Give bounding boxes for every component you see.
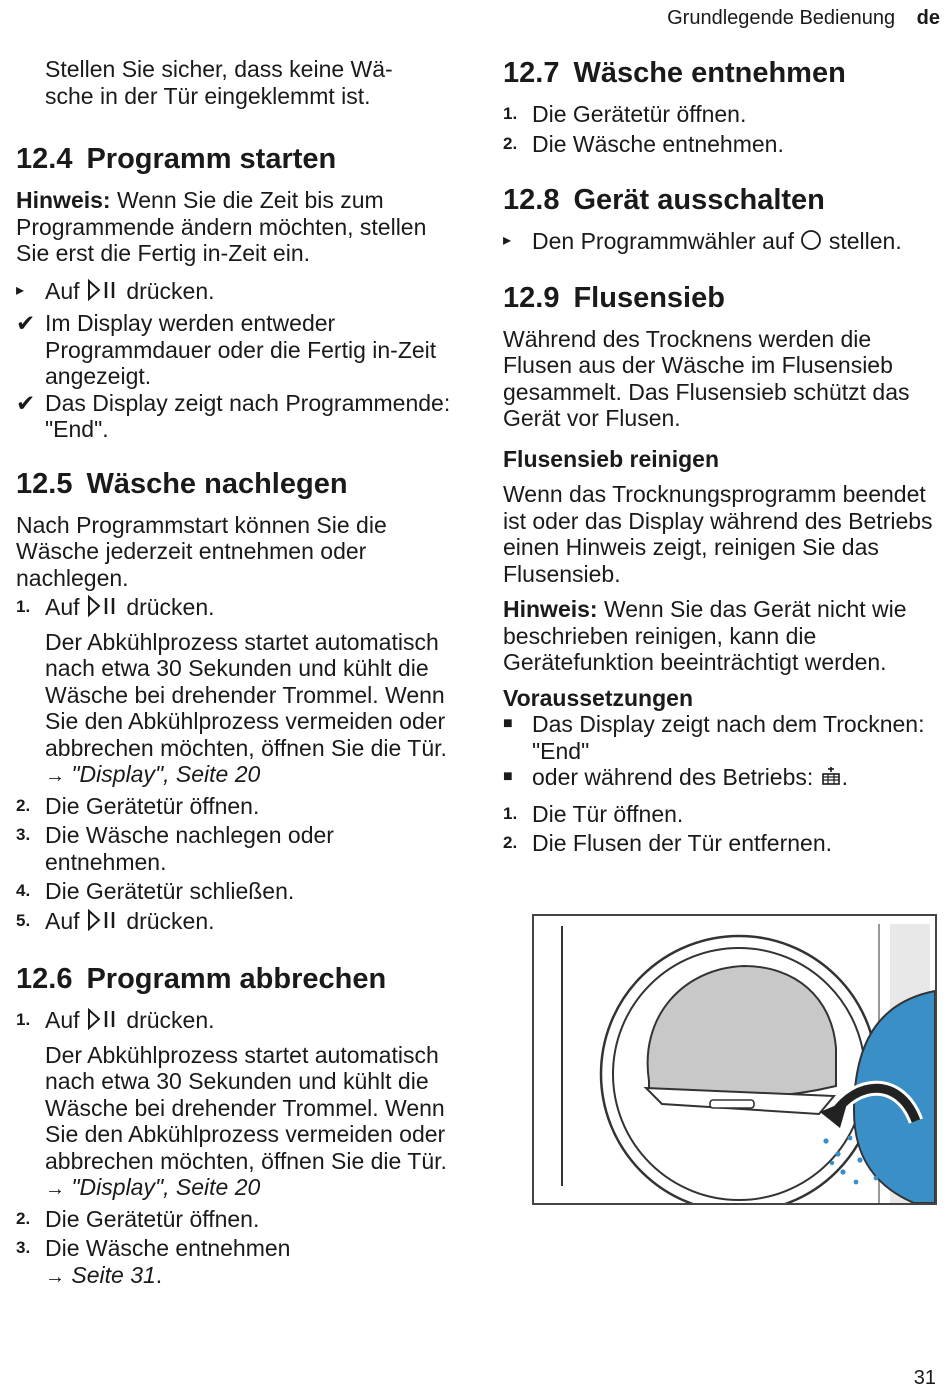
list-item: 3. Die Wäsche entnehmen → Seite 31. bbox=[16, 1235, 291, 1288]
steps-12-4 bbox=[16, 278, 456, 443]
steps-12-6 bbox=[16, 1007, 456, 1290]
list-item: 3. Die Wäsche nachlegen oder entnehmen. bbox=[16, 822, 334, 875]
instruction-marker: ▸ bbox=[503, 232, 512, 249]
check-icon: ✔ bbox=[16, 310, 36, 336]
heading-12-6: 12.6 Programm abbrechen bbox=[16, 963, 387, 995]
steps-12-8 bbox=[503, 228, 940, 255]
left-column bbox=[16, 56, 456, 1290]
language-tag: de bbox=[916, 7, 940, 29]
list-item: 1. Die Gerätetür öffnen. bbox=[503, 101, 747, 127]
list-item: 2. Die Flusen der Tür entfernen. bbox=[503, 830, 833, 856]
list-item: 5. Auf drücken. bbox=[16, 907, 215, 934]
dryer-door-drawing bbox=[534, 916, 935, 1203]
lint-filter-illustration bbox=[532, 914, 937, 1205]
subheading-flusensieb-reinigen: Flusensieb reinigen bbox=[503, 445, 719, 472]
list-item: 2. Die Gerätetür öffnen. bbox=[16, 1205, 260, 1232]
start-pause-icon bbox=[86, 909, 120, 931]
cross-reference-link[interactable]: → "Display", Seite 20 bbox=[45, 1174, 261, 1200]
list-item: 1. Die Tür öffnen. bbox=[503, 800, 684, 827]
off-position-icon bbox=[800, 229, 822, 251]
list-item: 2. Die Gerätetür öffnen. bbox=[16, 792, 260, 819]
heading-12-8: 12.8 Gerät ausschalten bbox=[503, 184, 825, 216]
list-item: 1. Auf drücken. bbox=[16, 594, 215, 620]
subheading-voraussetzungen: Voraussetzungen bbox=[503, 684, 693, 711]
intro-12-5: Nach Programmstart können Sie die Wäsche jederzeit entnehmen oder nachlegen. bbox=[16, 511, 387, 591]
page-number: 31 bbox=[913, 1367, 936, 1389]
cross-reference-link[interactable]: → "Display", Seite 20 bbox=[45, 761, 261, 787]
step-detail: Der Abkühlprozess startet automatisch nach etwa 30 Sekunden und kühlt die Wäsche bei drehender Trommel. Wenn Sie den Abkühlprozess vermeiden oder abbrechen möchten, öffnen Sie die Tür. → "Display", Seite 20 bbox=[45, 628, 447, 787]
steps-12-9 bbox=[503, 801, 940, 857]
heading-12-7: 12.7 Wäsche entnehmen bbox=[503, 57, 846, 89]
steps-12-7 bbox=[503, 101, 940, 157]
square-bullet: ■ bbox=[503, 768, 513, 785]
instruction-marker: ▸ bbox=[16, 281, 25, 299]
step-detail: Der Abkühlprozess startet automatisch nach etwa 30 Sekunden und kühlt die Wäsche bei drehender Trommel. Wenn Sie den Abkühlprozess vermeiden oder abbrechen möchten, öffnen Sie die Tür. → "Display", Seite 20 bbox=[45, 1041, 447, 1200]
page-header bbox=[667, 7, 940, 30]
prereq-item: ■ oder während des Betriebs: . bbox=[503, 764, 849, 790]
start-pause-icon bbox=[86, 595, 120, 617]
start-pause-icon bbox=[86, 279, 120, 301]
steps-12-5 bbox=[16, 594, 456, 934]
instruction-step: ▸ Den Programmwähler auf stellen. bbox=[503, 228, 902, 254]
start-pause-icon bbox=[86, 1008, 120, 1030]
prerequisites-list bbox=[503, 711, 940, 791]
heading-12-5: 12.5 Wäsche nachlegen bbox=[16, 467, 348, 500]
list-item: 2. Die Wäsche entnehmen. bbox=[503, 130, 784, 157]
heading-12-4: 12.4 Programm starten bbox=[16, 143, 337, 175]
list-item: 4. Die Gerätetür schließen. bbox=[16, 878, 295, 904]
heading-12-9: 12.9 Flusensieb bbox=[503, 281, 725, 314]
prereq-item: ■ Das Display zeigt nach dem Trocknen: "End" bbox=[503, 711, 925, 764]
result-item: ✔ Das Display zeigt nach Programmende: "End". bbox=[16, 389, 451, 442]
para-flusensieb: Wenn das Trocknungsprogramm beendet ist oder das Display während des Betriebs einen Hinweis zeigt, reinigen Sie das Flusensieb. bbox=[503, 481, 933, 587]
instruction-step: ▸ Auf drücken. bbox=[16, 277, 215, 304]
square-bullet: ■ bbox=[503, 715, 513, 732]
note-12-9: Hinweis: Wenn Sie das Gerät nicht wie beschrieben reinigen, kann die Gerätefunktion beeinträchtigt werden. bbox=[503, 596, 907, 675]
section-title: Grundlegende Bedienung bbox=[667, 7, 896, 29]
check-icon: ✔ bbox=[16, 389, 36, 416]
intro-text: Stellen Sie sicher, dass keine Wä- sche in der Tür eingeklemmt ist. bbox=[45, 56, 393, 109]
cross-reference-link[interactable]: → Seite 31 bbox=[45, 1261, 156, 1288]
result-item: ✔ Im Display werden entweder Programmdauer oder die Fertig in-Zeit angezeigt. bbox=[16, 310, 437, 389]
note-12-4: Hinweis: Wenn Sie die Zeit bis zum Programmende ändern möchten, stellen Sie erst die Fertig in-Zeit ein. bbox=[16, 187, 427, 266]
list-item: 1. Auf drücken. bbox=[16, 1007, 215, 1033]
intro-12-9: Während des Trocknens werden die Flusen aus der Wäsche im Flusensieb gesammelt. Das Flusensieb schützt das Gerät vor Flusen. bbox=[503, 325, 910, 431]
lint-filter-icon bbox=[820, 765, 842, 787]
right-column bbox=[503, 56, 940, 857]
